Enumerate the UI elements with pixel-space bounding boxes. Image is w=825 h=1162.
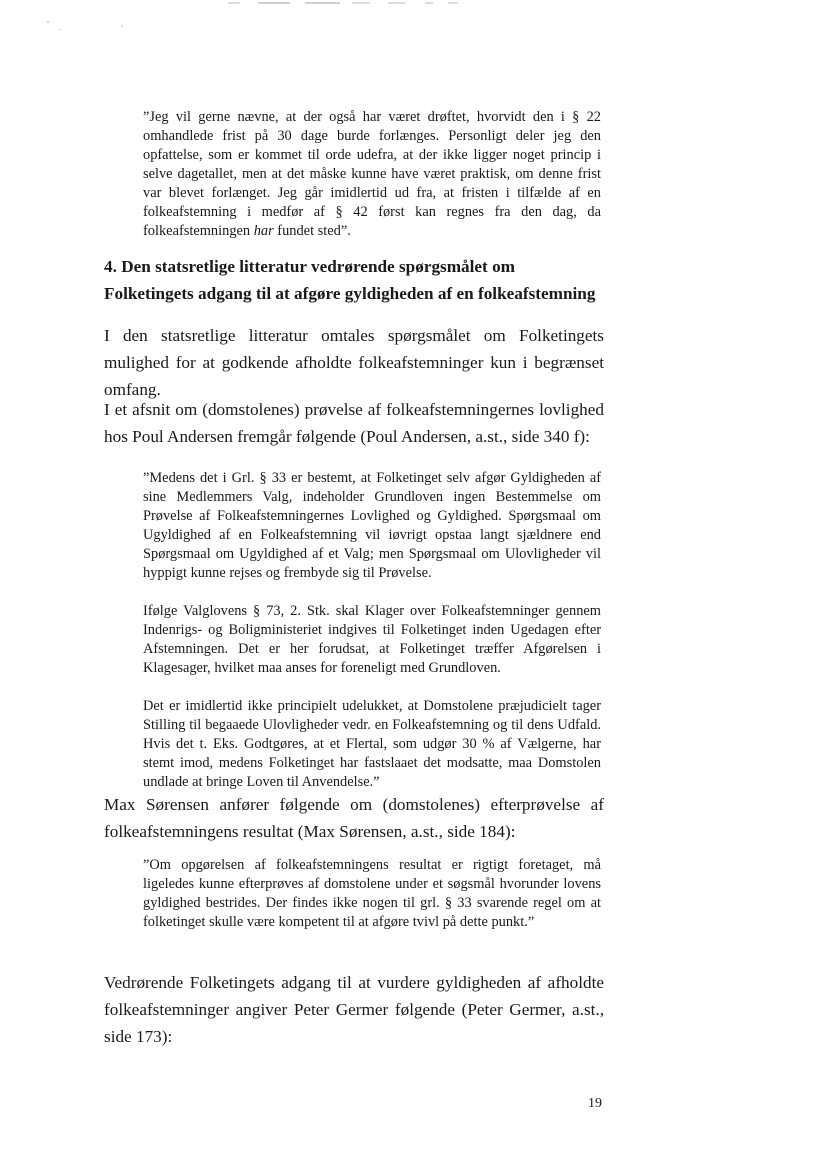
- body-paragraph-4: Vedrørende Folketingets adgang til at vurdere gyldigheden af afholdte folkeafstemninger angiver Peter Germer følgende (Peter Germer, a.st., side 173):: [104, 973, 604, 1046]
- quote-paragraph: Det er imidlertid ikke principielt udelukket, at Domstolene præjudicielt tager Stilling til begaaede Ulovligheder vedr. en Folkeafstemning og til dens Udfald. Hvis det t. Eks. Godtgøres, at et Flertal, som udgør 30 % af Vælgerne, har stemt imod, medens Folketinget har fastslaaet det modsatte, maa Domstolen undlade at bringe Loven til Anvendelse.”: [143, 698, 601, 790]
- section-heading: 4. Den statsretlige litteratur vedrørende spørgsmålet om Folketingets adgang til at afgøre gyldigheden af en folkeafstemning: [104, 257, 596, 303]
- quote-block-1: [143, 108, 601, 241]
- quote-paragraph: Ifølge Valglovens § 73, 2. Stk. skal Klager over Folkeafstemninger gennem Indenrigs- og Boligministeriet indgives til Folketinget inden Ugedagen efter Afstemningen. Det er her forudsat, at Folketinget træffer Afgørelsen i Klagesager, hvilket maa anses for foreneligt med Grundloven.: [143, 603, 601, 676]
- body-paragraph-1: I den statsretlige litteratur omtales spørgsmålet om Folketingets mulighed for at godkende afholdte folkeafstemninger kun i begrænset omfang.: [104, 326, 604, 399]
- quote-paragraph: ”Medens det i Grl. § 33 er bestemt, at Folketinget selv afgør Gyldigheden af sine Medlemmers Valg, indeholder Grundloven ingen Bestemmelse om Prøvelse af Folkeafstemningernes Lovlighed og Gyldighed. Spørgsmaal om Ugyldighed af en Folkeafstemning vil iøvrigt opstaa langt sjældnere end Spørgsmaal om Ugyldighed af et Valg; men Spørgsmaal om Ulovligheder vil hyppigt kunne rejses og frembyde sig til Prøvelse.: [143, 470, 601, 581]
- body-paragraph-3: Max Sørensen anfører følgende om (domstolenes) efterprøvelse af folkeafstemningens resultat (Max Sørensen, a.st., side 184):: [104, 795, 604, 841]
- quote-paragraph: ”Jeg vil gerne nævne, at der også har været drøftet, hvorvidt den i § 22 omhandlede frist på 30 dage burde forlænges. Personligt deler jeg den opfattelse, som er kommet til orde udefra, at der ikke ligger noget princip i selve dagetallet, men at det måske kunne have været praktisk, om denne frist var blevet forlænget. Jeg går imidlertid ud fra, at fristen i tilfælde af en folkeafstemning i medfør af § 42 først kan regnes fra den dag, da folkeafstemningen har fundet sted”.: [143, 109, 601, 239]
- body-paragraph-2: I et afsnit om (domstolenes) prøvelse af folkeafstemningernes lovlighed hos Poul Andersen fremgår følgende (Poul Andersen, a.st., side 340 f):: [104, 400, 604, 446]
- scan-artifact-marks: [0, 0, 825, 60]
- quote-paragraph: ”Om opgørelsen af folkeafstemningens resultat er rigtigt foretaget, må ligeledes kunne efterprøves af domstolene under et søgsmål hvorunder lovens gyldighed bestrides. Der findes ikke nogen til grl. § 33 svarende regel om at folketinget skulle være kompetent til at afgøre tvivl på dette punkt.”: [143, 857, 601, 930]
- italic-emphasis: har: [253, 223, 274, 239]
- quote-block-3: [143, 856, 601, 932]
- page-number: 19: [588, 1096, 602, 1111]
- quote-block-2: [143, 469, 601, 792]
